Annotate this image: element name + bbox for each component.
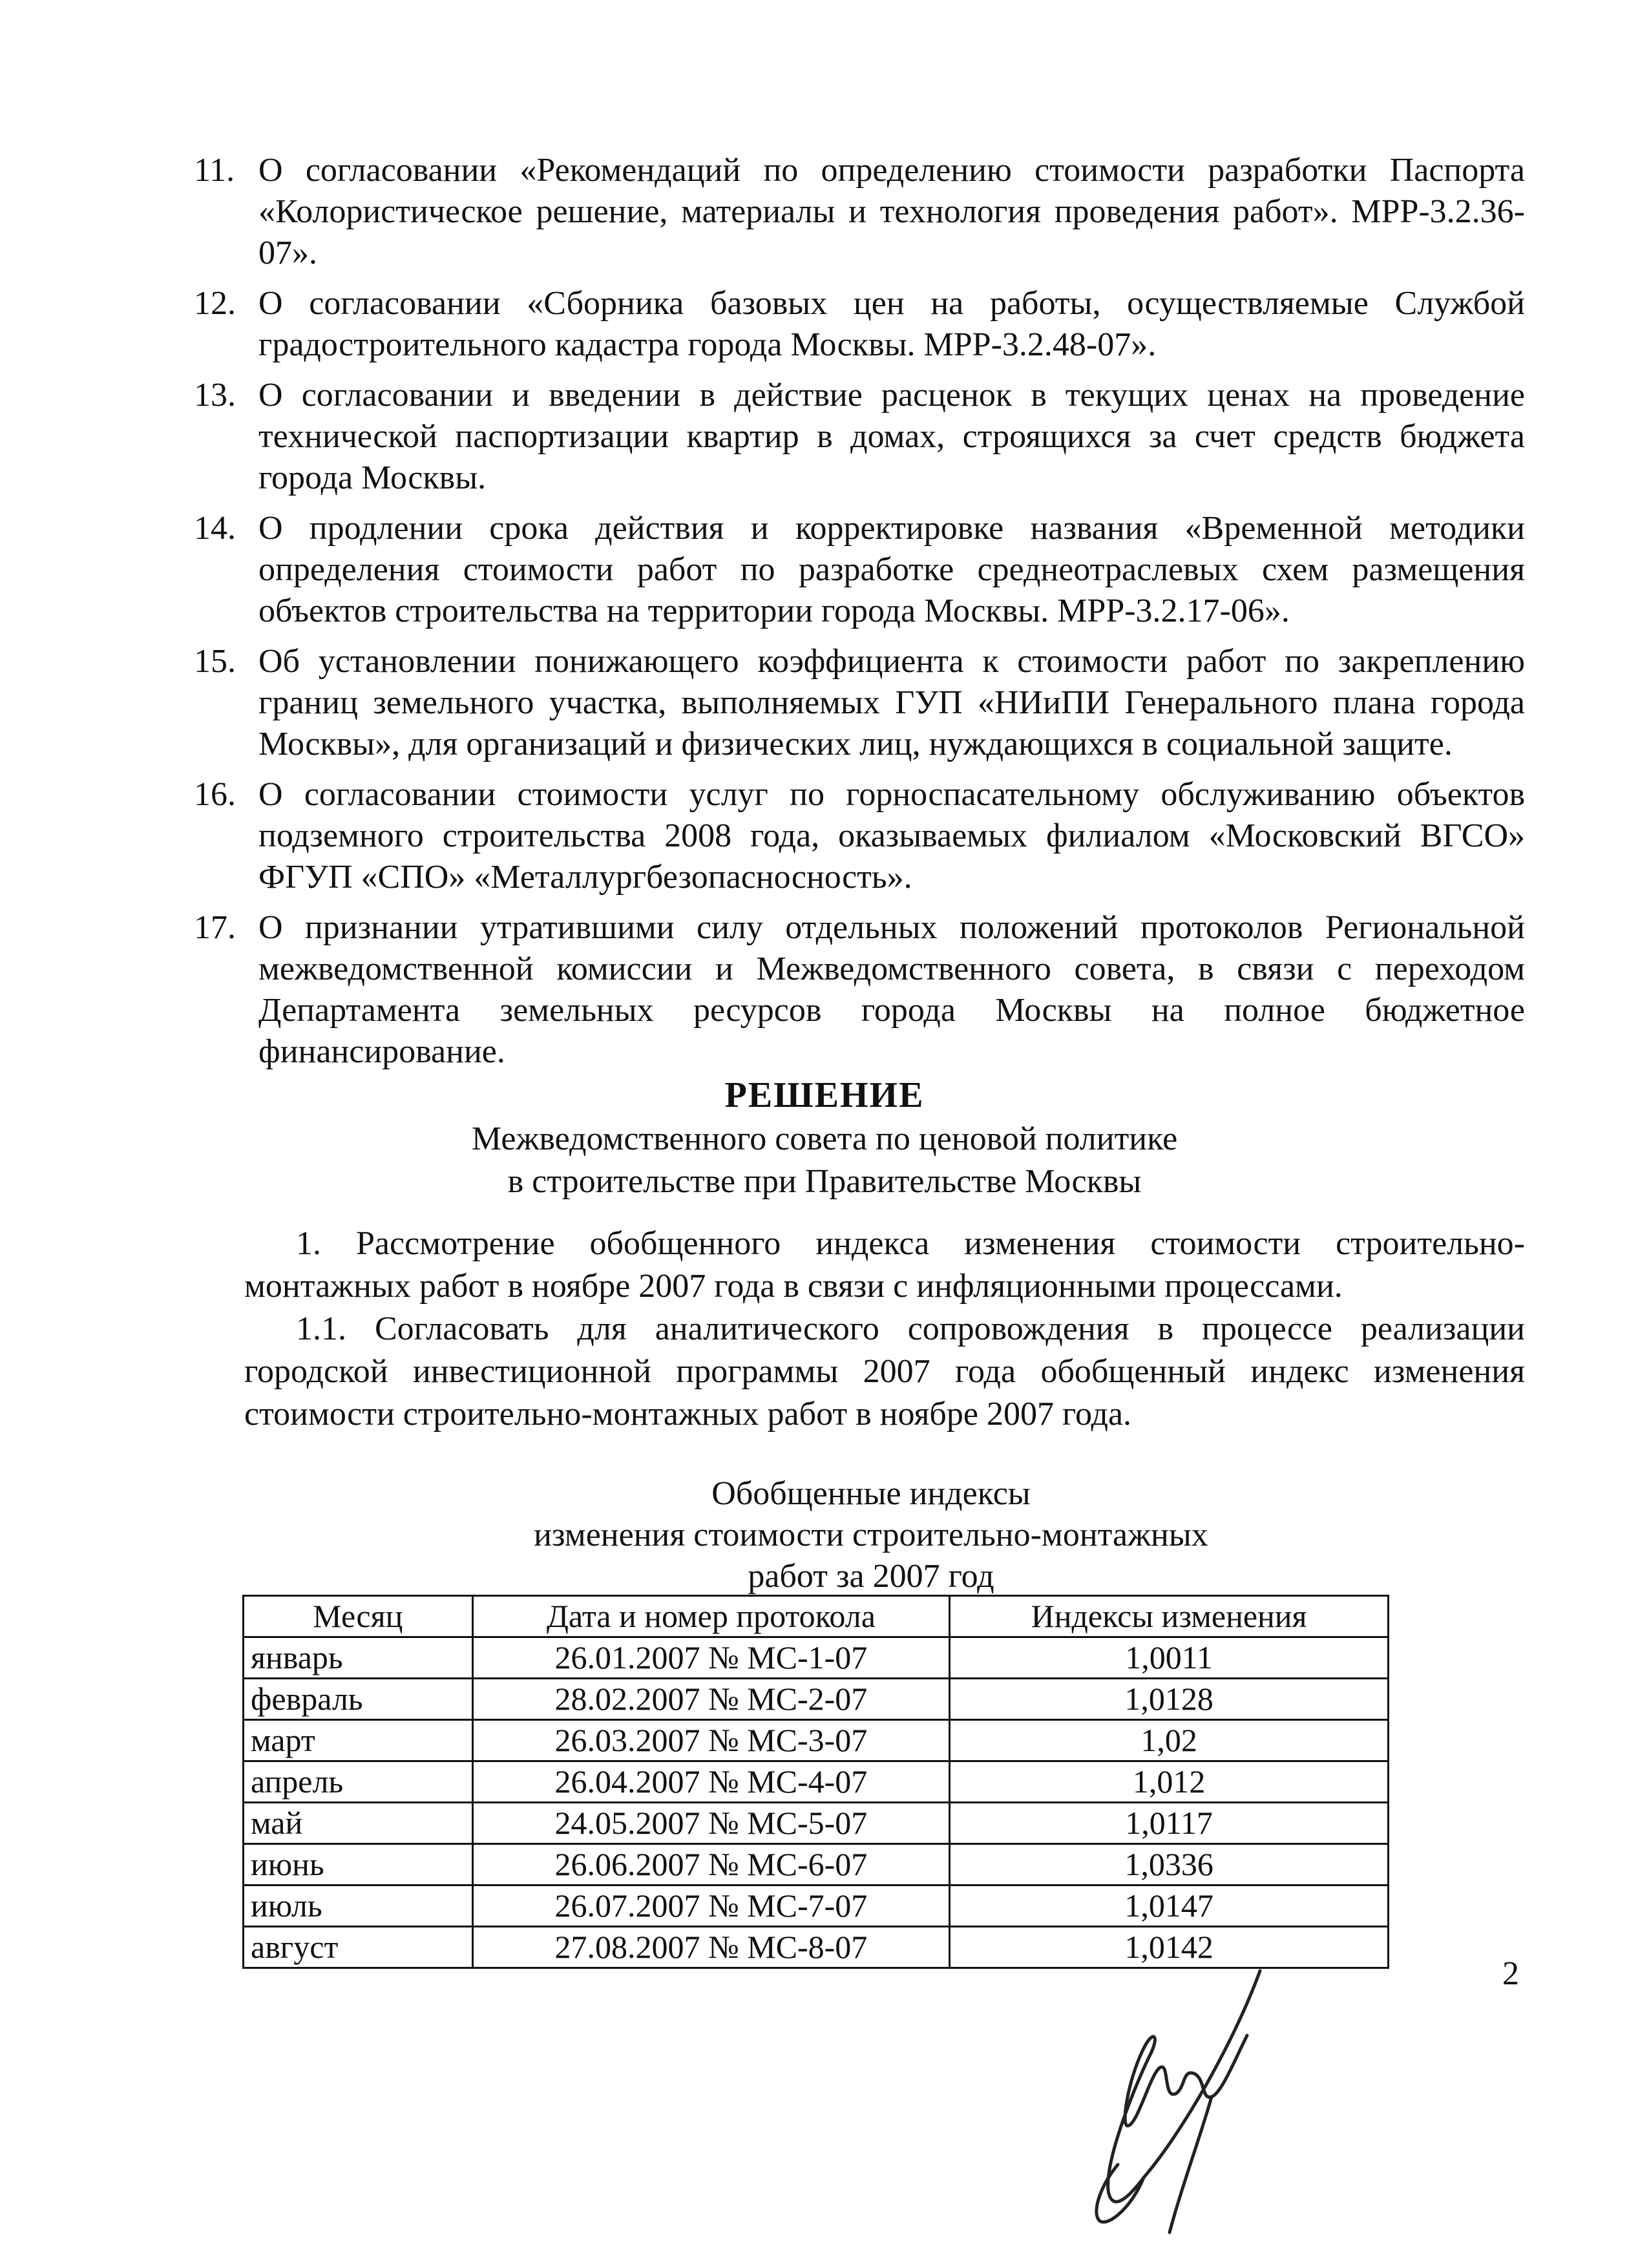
table-caption-line: работ за 2007 год — [748, 1558, 994, 1595]
table-caption-line: изменения стоимости строительно-монтажных — [534, 1517, 1208, 1553]
index-table — [242, 1595, 1389, 1969]
month-cell: февраль — [244, 1679, 473, 1720]
table-row — [244, 1679, 1389, 1720]
agenda-item — [194, 375, 1525, 499]
agenda-item-number: 11. — [194, 152, 235, 189]
index-cell: 1,0336 — [950, 1844, 1389, 1885]
agenda-item-text: О согласовании «Сборника базовых цен на работы, осуществляемые Службой градостроительного кадастра города Москвы. МРР-3.2.48-07». — [258, 285, 1525, 363]
agenda-item-number: 16. — [194, 776, 236, 813]
index-cell: 1,0128 — [950, 1679, 1389, 1720]
agenda-item — [194, 150, 1525, 274]
month-cell: август — [244, 1927, 473, 1968]
index-cell: 1,02 — [950, 1720, 1389, 1761]
decision-paragraph: 1. Рассмотрение обобщенного индекса изменения стоимости строительно-монтажных работ в ноябре 2007 года в связи с инфляционными процессами. — [244, 1225, 1525, 1305]
table-row — [244, 1761, 1389, 1803]
table-header-row — [244, 1596, 1389, 1637]
decision-paragraph: 1.1. Согласовать для аналитического сопровождения в процессе реализации городской инвестиционной программы 2007 года обобщенный индекс изменения стоимости строительно-монтажных работ в ноябре 2007 года. — [244, 1310, 1525, 1433]
agenda-item — [194, 508, 1525, 632]
agenda-list — [194, 150, 1525, 1082]
decision-title: РЕШЕНИЕ — [724, 1075, 925, 1115]
agenda-item-text: Об установлении понижающего коэффициента к стоимости работ по закреплению границ земельного участка, выполняемых ГУП «НИиПИ Генерального плана города Москвы», для организаций и физических лиц, нуждающихся в социальной защите. — [258, 643, 1525, 762]
protocol-cell: 24.05.2007 № МС-5-07 — [472, 1803, 950, 1844]
index-cell: 1,012 — [950, 1761, 1389, 1803]
table-row — [244, 1803, 1389, 1844]
month-cell: июль — [244, 1885, 473, 1927]
month-cell: июнь — [244, 1844, 473, 1885]
column-header-protocol: Дата и номер протокола — [472, 1596, 950, 1637]
signature-icon — [989, 1964, 1312, 2236]
table-row — [244, 1885, 1389, 1927]
table-caption — [426, 1473, 1316, 1597]
page-number: 2 — [1502, 1955, 1519, 1992]
decision-subtitle-line: в строительстве при Правительстве Москвы — [507, 1163, 1142, 1200]
month-cell: январь — [244, 1637, 473, 1679]
month-cell: май — [244, 1803, 473, 1844]
index-cell: 1,0142 — [950, 1927, 1389, 1968]
protocol-cell: 28.02.2007 № МС-2-07 — [472, 1679, 950, 1720]
month-cell: апрель — [244, 1761, 473, 1803]
column-header-month: Месяц — [244, 1596, 473, 1637]
month-cell: март — [244, 1720, 473, 1761]
agenda-item — [194, 907, 1525, 1073]
protocol-cell: 26.06.2007 № МС-6-07 — [472, 1844, 950, 1885]
decision-subtitle-line: Межведомственного совета по ценовой политике — [471, 1120, 1178, 1157]
agenda-item — [194, 641, 1525, 765]
agenda-item-number: 17. — [194, 909, 236, 946]
column-header-index: Индексы изменения — [950, 1596, 1389, 1637]
agenda-item — [194, 283, 1525, 366]
agenda-item-text: О признании утратившими силу отдельных положений протоколов Региональной межведомственной комиссии и Межведомственного совета, в связи с переходом Департамента земельных ресурсов города Москвы на полное бюджетное финансирование. — [258, 909, 1525, 1070]
protocol-cell: 27.08.2007 № МС-8-07 — [472, 1927, 950, 1968]
index-cell: 1,0147 — [950, 1885, 1389, 1927]
agenda-item-number: 14. — [194, 510, 236, 547]
protocol-cell: 26.01.2007 № МС-1-07 — [472, 1637, 950, 1679]
agenda-item-text: О продлении срока действия и корректировке названия «Временной методики определения стоимости работ по разработке среднеотраслевых схем размещения объектов строительства на территории города Москвы. МРР-3.2.17-06». — [258, 510, 1525, 629]
agenda-item-text: О согласовании и введении в действие расценок в текущих ценах на проведение технической паспортизации квартир в домах, строящихся за счет средств бюджета города Москвы. — [258, 377, 1525, 496]
agenda-item-number: 15. — [194, 643, 236, 680]
agenda-item-number: 13. — [194, 377, 236, 414]
index-cell: 1,0011 — [950, 1637, 1389, 1679]
table-row — [244, 1927, 1389, 1968]
index-cell: 1,0117 — [950, 1803, 1389, 1844]
agenda-item-text: О согласовании «Рекомендаций по определению стоимости разработки Паспорта «Колористическое решение, материалы и технология проведения работ». МРР-3.2.36-07». — [258, 152, 1525, 271]
agenda-item-number: 12. — [194, 285, 236, 322]
agenda-item — [194, 774, 1525, 898]
table-caption-line: Обобщенные индексы — [711, 1475, 1031, 1512]
table-row — [244, 1720, 1389, 1761]
table-row — [244, 1844, 1389, 1885]
table-row — [244, 1637, 1389, 1679]
protocol-cell: 26.03.2007 № МС-3-07 — [472, 1720, 950, 1761]
protocol-cell: 26.07.2007 № МС-7-07 — [472, 1885, 950, 1927]
protocol-cell: 26.04.2007 № МС-4-07 — [472, 1761, 950, 1803]
agenda-item-text: О согласовании стоимости услуг по горноспасательному обслуживанию объектов подземного строительства 2008 года, оказываемых филиалом «Московский ВГСО» ФГУП «СПО» «Металлургбезопасносность». — [258, 776, 1525, 896]
decision-subtitle — [0, 1118, 1649, 1203]
